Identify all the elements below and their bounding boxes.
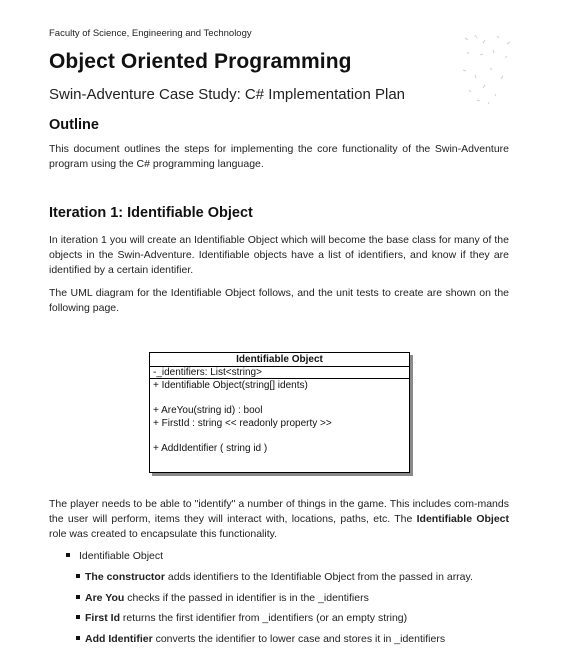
bullet-square-icon [76, 615, 80, 619]
bullet-add-identifier [76, 633, 445, 645]
player-text-start: The player needs to be able to "identify" a number of things in the game. This includes com-mands the user will perform, items they will interact with, locations, paths, etc. The [49, 498, 509, 525]
uml-class-diagram [149, 352, 410, 473]
uml-property-first-id: + FirstId : string << readonly property >> [153, 418, 332, 429]
bullet-description: returns the first identifier from _identifiers (or an empty string) [120, 612, 408, 624]
uml-class-name: Identifiable Object [150, 353, 409, 367]
bullet-label: Identifiable Object [79, 550, 164, 562]
bullet-square-icon [76, 636, 80, 640]
iteration-paragraph-1: In iteration 1 you will create an Identifiable Object which will become the base class for many of the objects in the Swin-Adventure. Identifiable objects have a list of identifiers, and know if they are identified by a certain identifier. [49, 234, 509, 276]
bullet-description: checks if the passed in identifier is in the _identifiers [124, 592, 369, 604]
decorative-watermark [455, 30, 525, 110]
uml-method-add-identifier: + AddIdentifier ( string id ) [153, 443, 268, 454]
outline-heading: Outline [49, 117, 99, 133]
player-text-bold: Identifiable Object [416, 513, 509, 525]
uml-spacer [153, 430, 409, 442]
bullet-identifiable-object [66, 550, 163, 562]
uml-method-are-you: + AreYou(string id) : bool [153, 405, 263, 416]
iteration-heading: Iteration 1: Identifiable Object [49, 205, 253, 221]
bullet-are-you [76, 592, 369, 604]
player-paragraph [49, 497, 509, 542]
bullet-term: Are You [85, 592, 125, 604]
bullet-square-icon [76, 595, 80, 599]
bullet-description: converts the identifier to lower case and stores it in _identifiers [152, 633, 446, 645]
faculty-header: Faculty of Science, Engineering and Technology [49, 28, 252, 39]
page-title: Object Oriented Programming [49, 50, 352, 73]
bullet-constructor [76, 571, 473, 583]
bullet-square-icon [76, 574, 80, 578]
bullet-square-icon [66, 553, 70, 557]
bullet-description: adds identifiers to the Identifiable Object from the passed in array. [164, 571, 473, 583]
iteration-paragraph-2: The UML diagram for the Identifiable Object follows, and the unit tests to create are shown on the following page. [49, 287, 509, 314]
uml-operations [150, 379, 409, 455]
bullet-term: First Id [85, 612, 121, 624]
bullet-first-id [76, 612, 407, 624]
uml-spacer [153, 392, 409, 404]
uml-constructor: + Identifiable Object(string[] idents) [153, 380, 308, 391]
bullet-term: Add Identifier [85, 633, 153, 645]
bullet-term: The constructor [85, 571, 165, 583]
player-text-end: role was created to encapsulate this functionality. [49, 528, 278, 540]
outline-paragraph: This document outlines the steps for implementing the core functionality of the Swin-Adventure program using the C# programming language. [49, 143, 509, 170]
page-subtitle: Swin-Adventure Case Study: C# Implementation Plan [49, 86, 406, 103]
uml-attribute: -_identifiers: List<string> [150, 367, 409, 379]
